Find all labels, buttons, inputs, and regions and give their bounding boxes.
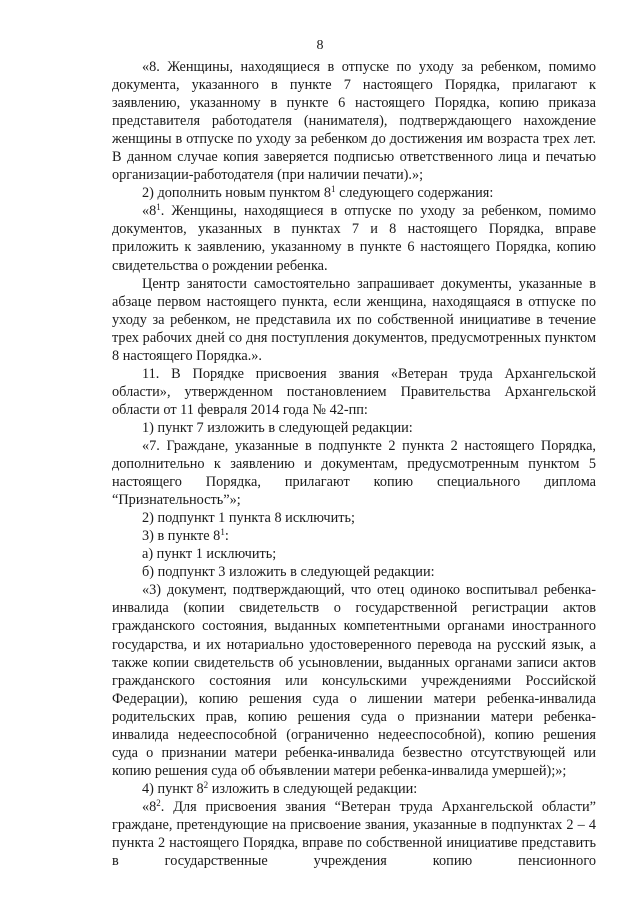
superscript: 2 xyxy=(156,797,161,808)
text-segment: 3) в пункте 8 xyxy=(142,528,221,545)
text-segment: следующего содержания: xyxy=(335,185,494,202)
text-segment: «8 xyxy=(142,798,157,815)
paragraph-employment-center: Центр занятости самостоятельно запрашивает документы, указанные в абзаце первом настоящего пункта, если женщина, находящаяся в отпуске по уходу за ребенком, не представила их по собственной инициативе в течение трех рабочих дней со дня поступления документов, предусмотренных пунктом 8 настоящего Порядка.». xyxy=(112,275,596,364)
page-number: 8 xyxy=(316,38,324,53)
paragraph-section-11: 11. В Порядке присвоения звания «Ветеран труда Архангельской области», утвержденном постановлением Правительства Архангельской области от 11 февраля 2014 года № 42-пп: xyxy=(112,365,596,418)
paragraph-subitem-a: а) пункт 1 исключить; xyxy=(142,546,277,563)
paragraph-8-women-on-leave: «8. Женщины, находящиеся в отпуске по уходу за ребенком, помимо документа, указанного в пункте 7 настоящего Порядка, прилагают к заявлению, указанному в пункте 6 настоящего Порядка, копию приказа представителя работодателя (нанимателя), подтверждающего нахождение женщины в отпуске по уходу за ребенком до достижения им возраста трех лет. В данном случае копия заверяется подписью ответственного лица и печатью организации-работодателя (при наличии печати).»; xyxy=(112,59,596,184)
document-body xyxy=(112,58,596,870)
paragraph-item-2: 2) подпункт 1 пункта 8 исключить; xyxy=(142,510,355,527)
superscript: 1 xyxy=(331,184,336,195)
superscript: 1 xyxy=(156,202,161,213)
text-segment: . Для присвоения звания “Ветеран труда Архангельской области” граждане, претендующие на присвоение звания, указанные в подпунктах 2 – 4 пункта 2 настоящего Порядка, вправе по собственной инициативе представить в государственные учреждения копию пенсионного xyxy=(112,798,596,870)
text-segment: : xyxy=(224,528,229,545)
text-segment: 2) дополнить новым пунктом 8 xyxy=(142,185,331,202)
paragraph-item-4 xyxy=(112,780,596,798)
superscript: 1 xyxy=(220,527,225,538)
paragraph-point-8-2 xyxy=(112,798,596,870)
paragraph-point-8-1 xyxy=(112,202,596,274)
text-segment: «8 xyxy=(142,203,157,220)
paragraph-item-1: 1) пункт 7 изложить в следующей редакции: xyxy=(142,419,413,436)
text-segment: изложить в следующей редакции: xyxy=(208,780,418,797)
paragraph-add-point-8-1 xyxy=(112,184,596,202)
paragraph-point-7: «7. Граждане, указанные в подпункте 2 пункта 2 настоящего Порядка, дополнительно к заявлению и документам, предусмотренным пунктом 5 настоящего Порядка, прилагают копию специального диплома “Признательность”»; xyxy=(112,437,596,509)
paragraph-subitem-b: б) подпункт 3 изложить в следующей редакции: xyxy=(142,564,435,581)
text-segment: 4) пункт 8 xyxy=(142,780,204,797)
paragraph-item-3 xyxy=(112,527,596,545)
paragraph-document-3: «3) документ, подтверждающий, что отец одиноко воспитывал ребенка-инвалида (копии свидетельств о государственной регистрации актов гражданского состояния, выданных компетентными органами иностранного государства, и их нотариально удостоверенного перевода на русский язык, а также копии свидетельств об усыновлении, выданных органами записи актов гражданского состояния или консульскими учреждениями Российской Федерации), копию решения суда о лишении матери ребенка-инвалида родительских прав, копию решения суда о признании матери ребенка-инвалида недееспособной (ограниченно недееспособной), копию решения суда о признании матери ребенка-инвалида безвестно отсутствующей или копию решения суда об объявлении матери ребенка-инвалида умершей);»; xyxy=(112,582,596,779)
superscript: 2 xyxy=(203,779,209,790)
text-segment: . Женщины, находящиеся в отпуске по уходу за ребенком, помимо документов, указанных в пунктах 7 и 8 настоящего Порядка, вправе приложить к заявлению, указанному в пункте 6 настоящего Порядка, копию свидетельства о рождении ребенка. xyxy=(112,203,596,274)
